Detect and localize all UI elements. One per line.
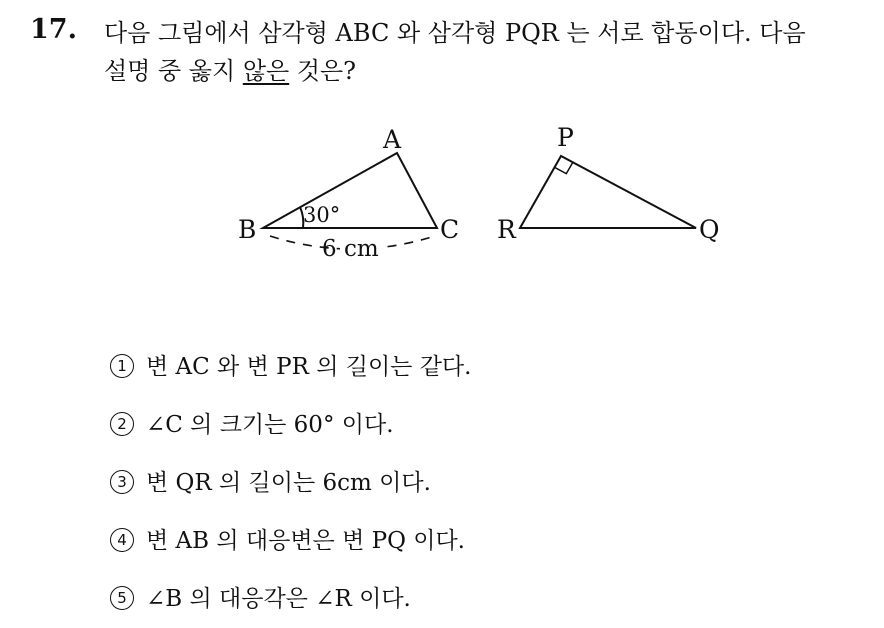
vertex-a-label: A: [383, 125, 402, 154]
choice-text: 변 AB 의 대응변은 변 PQ 이다.: [146, 528, 465, 554]
choice-text: ∠B 의 대응각은 ∠R 이다.: [146, 586, 411, 612]
choice-text: 변 QR 의 길이는 6cm 이다.: [146, 470, 431, 496]
choice-5[interactable]: [110, 570, 471, 628]
vertex-q-label: Q: [699, 215, 720, 244]
stem-text-a: 설명 중 옳지: [104, 57, 243, 85]
angle-b-label: 30°: [303, 203, 341, 227]
choice-1[interactable]: [110, 338, 471, 396]
choice-4[interactable]: [110, 512, 471, 570]
choice-number: 2: [110, 412, 134, 436]
question-number: 17.: [30, 14, 77, 45]
choice-number: 1: [110, 354, 134, 378]
choice-3[interactable]: [110, 454, 471, 512]
stem-line-1: 다음 그림에서 삼각형 ABC 와 삼각형 PQR 는 서로 합동이다. 다음: [104, 19, 806, 47]
choice-number: 3: [110, 470, 134, 494]
triangle-abc: [263, 153, 437, 249]
choice-2[interactable]: [110, 396, 471, 454]
answer-choices: [110, 338, 471, 628]
stem-underlined-word: 않은: [242, 57, 290, 85]
triangle-pqr: [520, 156, 696, 228]
choice-number: 4: [110, 528, 134, 552]
stem-text-b: 것은?: [289, 57, 357, 85]
side-bc-length-label: 6 cm: [322, 236, 379, 262]
choice-text: ∠C 의 크기는 60° 이다.: [146, 412, 394, 438]
choice-text: 변 AC 와 변 PR 의 길이는 같다.: [146, 354, 472, 380]
vertex-b-label: B: [238, 215, 257, 244]
choice-number: 5: [110, 586, 134, 610]
vertex-r-label: R: [497, 215, 516, 244]
vertex-p-label: P: [557, 123, 574, 152]
vertex-c-label: C: [440, 215, 460, 244]
